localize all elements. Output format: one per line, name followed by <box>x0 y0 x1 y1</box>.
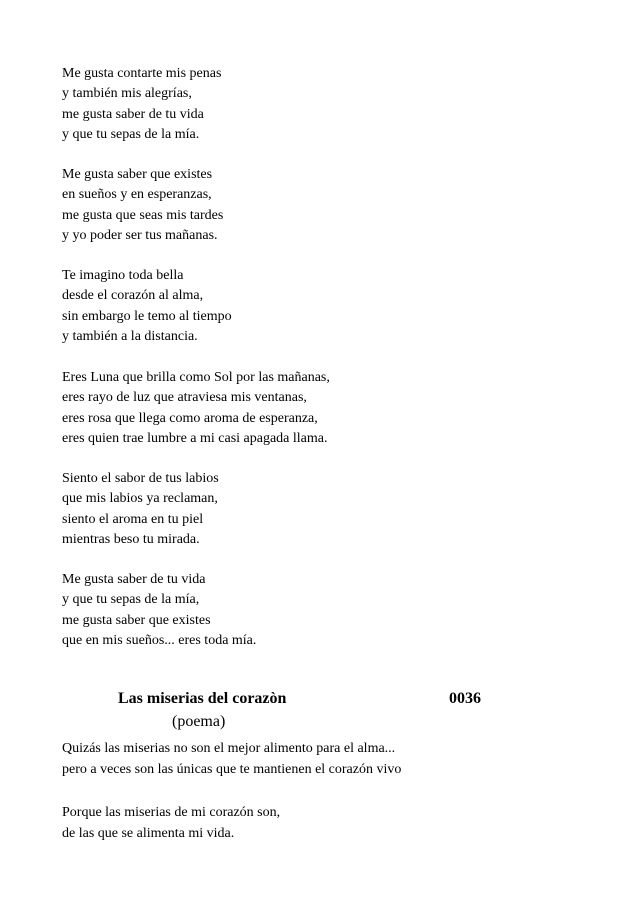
poem-subtitle: (poema) <box>172 713 226 730</box>
poem-line: Me gusta contarte mis penas <box>62 66 222 81</box>
poem-line: Porque las miserias de mi corazón son, <box>62 805 281 820</box>
poem-line: Me gusta saber de tu vida <box>62 572 206 587</box>
poem-line: Eres Luna que brilla como Sol por las mañanas, <box>62 370 330 385</box>
stanza-5 <box>62 469 219 550</box>
poem-line: mientras beso tu mirada. <box>62 531 200 547</box>
poem-number: 0036 <box>449 690 481 707</box>
poem-line: en sueños y en esperanzas, <box>62 187 212 203</box>
poem-line: desde el corazón al alma, <box>62 288 204 304</box>
poem-line: y que tu sepas de la mía. <box>62 126 200 142</box>
poem-title: Las miserias del corazòn <box>118 690 287 707</box>
poem-line: me gusta saber que existes <box>62 612 211 628</box>
poem-line: que mis labios ya reclaman, <box>62 491 218 507</box>
poem-line: de las que se alimenta mi vida. <box>62 826 235 841</box>
intro-line: Quizás las miserias no son el mejor alimento para el alma... <box>62 741 396 756</box>
poem-line: y también mis alegrías, <box>62 86 192 102</box>
poem-line: que en mis sueños... eres toda mía. <box>62 632 257 648</box>
poem-line: siento el aroma en tu piel <box>62 511 204 527</box>
poem-line: y también a la distancia. <box>62 328 198 344</box>
poem-line: eres quien trae lumbre a mi casi apagada llama. <box>62 430 328 446</box>
poem-line: Me gusta saber que existes <box>62 167 213 182</box>
stanza-4 <box>62 368 330 449</box>
stanza-1 <box>62 64 221 145</box>
poem-line: me gusta que seas mis tardes <box>62 207 224 223</box>
poem-line: sin embargo le temo al tiempo <box>62 308 232 324</box>
poem-line: y yo poder ser tus mañanas. <box>62 227 218 243</box>
poem-line: eres rayo de luz que atraviesa mis ventanas, <box>62 390 307 406</box>
stanza-3 <box>62 266 232 347</box>
poem-line: y que tu sepas de la mía, <box>62 592 200 608</box>
poem-line: me gusta saber de tu vida <box>62 106 204 122</box>
intro-line: pero a veces son las únicas que te mantienen el corazón vivo <box>62 762 402 777</box>
poem-line: Siento el sabor de tus labios <box>62 471 219 486</box>
stanza-2 <box>62 165 223 246</box>
poem-line: Te imagino toda bella <box>62 268 184 283</box>
stanza-6 <box>62 570 256 651</box>
poem-line: eres rosa que llega como aroma de esperanza, <box>62 410 318 426</box>
poem-intro <box>62 738 401 780</box>
poem2-stanza-1 <box>62 802 280 844</box>
